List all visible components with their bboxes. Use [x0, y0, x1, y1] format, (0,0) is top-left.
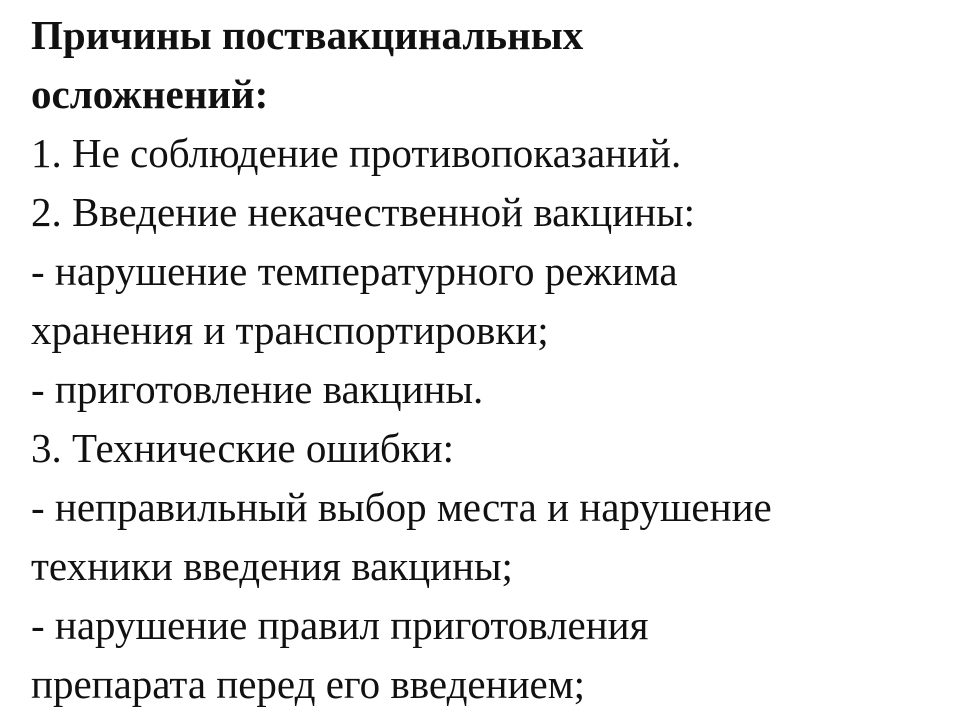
heading-line-1: Причины поствакцинальных — [31, 12, 584, 58]
sub-item-temperature-cont: хранения и транспортировки; — [31, 307, 549, 353]
list-item-2: 2. Введение некачественной вакцины: — [31, 189, 696, 235]
sub-item-rules-cont: препарата перед его введением; — [31, 661, 586, 707]
sub-item-preparation: - приготовление вакцины. — [31, 366, 484, 412]
list-item-3: 3. Технические ошибки: — [31, 425, 454, 471]
slide-text-block — [31, 6, 956, 714]
list-item-1: 1. Не соблюдение противопоказаний. — [31, 130, 682, 176]
sub-item-temperature: - нарушение температурного режима — [31, 248, 678, 294]
sub-item-site-choice-cont: техники введения вакцины; — [31, 543, 513, 589]
heading-line-2: осложнений: — [31, 71, 269, 117]
sub-item-rules: - нарушение правил приготовления — [31, 602, 649, 648]
sub-item-site-choice: - неправильный выбор места и нарушение — [31, 484, 772, 530]
